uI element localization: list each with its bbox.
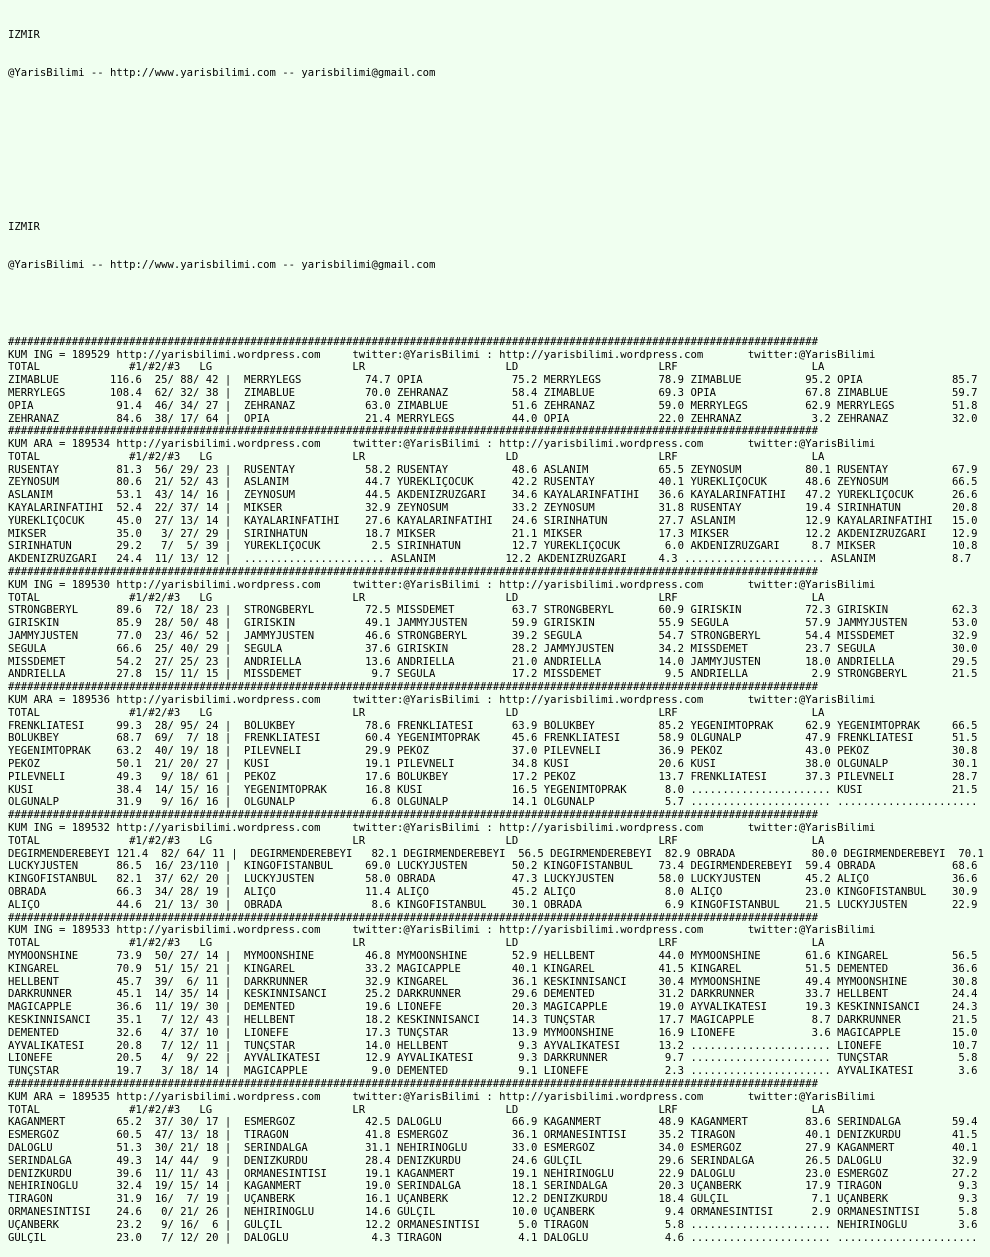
horse-row: STRONGBERYL 89.6 72/ 18/ 23 | STRONGBERYL 72.5 MISSDEMET 63.7 STRONGBERYL 60.9 GIRISKIN 72.3 GIRISKIN 62.3 <box>8 604 978 617</box>
horse-row: YEGENIMTOPRAK 63.2 40/ 19/ 18 | PILEVNELI 29.9 PEKÖZ 37.0 PILEVNELI 36.9 PEKÖZ 43.0 PEKÖZ 30.8 <box>8 745 978 758</box>
separator-line: ############################################################################################################################### <box>8 335 819 348</box>
race-block <box>8 579 990 681</box>
horse-row: ZEYNOSUM 80.6 21/ 52/ 43 | ASLANIM 44.7 YÜREKLIÇOCUK 42.2 RUSENTAY 40.1 YÜREKLIÇOCUK 48.6 ZEYNOSUM 66.5 <box>8 476 978 489</box>
horse-row: KÜSI 38.4 14/ 15/ 16 | YEGENIMTOPRAK 16.8 KÜSI 16.5 YEGENIMTOPRAK 8.0 ...................... KÜSI 21.5 <box>8 783 978 796</box>
horse-row: AKDENIZRÜZGARI 24.4 11/ 13/ 12 | ...................... ASLANIM 12.2 AKDENIZRÜZGARI 4.3 ...................... ASLANIM 8.7 <box>8 553 972 566</box>
city-title: IZMIR <box>8 220 40 233</box>
horse-row: DEGIRMENDEREBEYI 121.4 82/ 64/ 11 | DEGIRMENDEREBEYI 82.1 DEGIRMENDEREBEYI 56.5 DEGIRMENDEREBEYI 82.9 OBRADA 80.0 DEGIRMENDEREBEYI 70.1 <box>8 847 984 860</box>
horse-row: SIRINHATUN 29.2 7/ 5/ 39 | YÜREKLIÇOCUK 2.5 SIRINHATUN 12.7 YÜREKLIÇOCUK 6.0 AKDENIZRÜZGARI 8.7 MIKSER 10.8 <box>8 540 978 553</box>
horse-row: KAGANMERT 65.2 37/ 30/ 17 | ESMERGÖZ 42.5 DALOGLU 66.9 KAGANMERT 48.9 KAGANMERT 83.6 SERINDALGA 59.4 <box>8 1116 978 1129</box>
horse-row: SERINDALGA 49.3 14/ 44/ 9 | DENIZKURDU 28.4 DENIZKURDU 24.6 GÜLÇIL 29.6 SERINDALGA 26.5 DALOGLU 32.9 <box>8 1154 978 1167</box>
contact-line: @YarisBilimi -- http://www.yarisbilimi.com -- yarisbilimi@gmail.com <box>8 66 436 79</box>
race-block <box>8 924 990 1078</box>
race-header-line: KUM ARA = 189534 http://yarisbilimi.wordpress.com twitter:@YarisBilimi : http://yarisbilimi.wordpress.com twitter:@YarisBilimi <box>8 438 876 451</box>
horse-row: BÖLÜKBEY 68.7 69/ 7/ 18 | FRENKLIATESI 60.4 YEGENIMTOPRAK 45.6 FRENKLIATESI 58.9 OLGUNALP 47.9 FRENKLIATESI 51.5 <box>8 732 978 745</box>
horse-row: PEKÖZ 50.1 21/ 20/ 27 | KÜSI 19.1 PILEVNELI 34.8 KÜSI 20.6 KÜSI 38.0 OLGUNALP 30.1 <box>8 758 978 771</box>
race-header-line: KUM ARA = 189535 http://yarisbilimi.wordpress.com twitter:@YarisBilimi : http://yarisbilimi.wordpress.com twitter:@YarisBilimi <box>8 1090 876 1103</box>
race-header-line: KUM ARA = 189536 http://yarisbilimi.wordpress.com twitter:@YarisBilimi : http://yarisbilimi.wordpress.com twitter:@YarisBilimi <box>8 694 876 707</box>
horse-row: TUNÇSTAR 19.7 3/ 18/ 14 | MAGICAPPLE 9.0 DEMENTED 9.1 LIONEFE 2.3 ...................... AYVALIKATESI 3.6 <box>8 1065 978 1078</box>
column-header-line: TOTAL #1/#2/#3 LG LR LD LRF LA <box>8 1103 825 1116</box>
race-block <box>8 822 990 912</box>
horse-row: MIKSER 35.0 3/ 27/ 29 | SIRINHATUN 18.7 MIKSER 21.1 MIKSER 17.3 MIKSER 12.2 AKDENIZRÜZGARI 12.9 <box>8 527 978 540</box>
race-block <box>8 349 990 426</box>
horse-row: GÜLÇIL 23.0 7/ 12/ 20 | DALOGLU 4.3 TIRAGON 4.1 DALOGLU 4.6 ...................... ...................... <box>8 1231 978 1244</box>
horse-row: KINGAREL 70.9 51/ 15/ 21 | KINGAREL 33.2 MAGICAPPLE 40.1 KINGAREL 41.5 KINGAREL 51.5 DEMENTED 36.6 <box>8 962 978 975</box>
horse-row: KAYALARINFATIHI 52.4 22/ 37/ 14 | MIKSER 32.9 ZEYNOSUM 33.2 ZEYNOSUM 31.8 RUSENTAY 19.4 SIRINHATUN 20.8 <box>8 502 978 515</box>
race-block <box>8 1091 990 1245</box>
horse-row: SEGULA 66.6 25/ 40/ 29 | SEGULA 37.6 GIRISKIN 28.2 JAMMYJUSTEN 34.2 MISSDEMET 23.7 SEGULA 30.0 <box>8 642 978 655</box>
horse-row: AYVALIKATESI 20.8 7/ 12/ 11 | TUNÇSTAR 14.0 HELLBENT 9.3 AYVALIKATESI 13.2 ...................... LIONEFE 10.7 <box>8 1039 978 1052</box>
horse-row: FRENKLIATESI 99.3 28/ 95/ 24 | BÖLÜKBEY 78.6 FRENKLIATESI 63.9 BÖLÜKBEY 85.2 YEGENIMTOPRAK 62.9 YEGENIMTOPRAK 66.5 <box>8 719 978 732</box>
horse-row: DALOGLU 51.3 30/ 21/ 18 | SERINDALGA 31.1 NEHIRINOGLU 33.0 ESMERGÖZ 34.0 ESMERGÖZ 27.9 KAGANMERT 40.1 <box>8 1141 978 1154</box>
horse-row: GIRISKIN 85.9 28/ 50/ 48 | GIRISKIN 49.1 JAMMYJUSTEN 59.9 GIRISKIN 55.9 SEGULA 57.9 JAMMYJUSTEN 53.0 <box>8 617 978 630</box>
horse-row: LUCKYJUSTEN 86.5 16/ 23/110 | KINGOFISTANBUL 69.0 LUCKYJUSTEN 50.2 KINGOFISTANBUL 73.4 DEGIRMENDEREBEYI 59.4 OBRADA 68.6 <box>8 860 978 873</box>
horse-row: ZEHRANAZ 84.6 38/ 17/ 64 | OPIA 21.4 MERRYLEGS 44.0 OPIA 22.0 ZEHRANAZ 3.2 ZEHRANAZ 32.0 <box>8 412 978 425</box>
race-block <box>8 438 990 566</box>
horse-row: LIONEFE 20.5 4/ 9/ 22 | AYVALIKATESI 12.9 AYVALIKATESI 9.3 DARKRUNNER 9.7 ...................... TUNÇSTAR 5.8 <box>8 1052 978 1065</box>
column-header-line: TOTAL #1/#2/#3 LG LR LD LRF LA <box>8 834 825 847</box>
horse-row: ZIMABLUE 116.6 25/ 88/ 42 | MERRYLEGS 74.7 OPIA 75.2 MERRYLEGS 78.9 ZIMABLUE 95.2 OPIA 85.7 <box>8 374 978 387</box>
separator-line: ############################################################################################################################### <box>8 566 819 579</box>
horse-row: MYMOONSHINE 73.9 50/ 27/ 14 | MYMOONSHINE 46.8 MYMOONSHINE 52.9 HELLBENT 44.0 MYMOONSHINE 61.6 KINGAREL 56.5 <box>8 949 978 962</box>
race-header-line: KUM ING = 189530 http://yarisbilimi.wordpress.com twitter:@YarisBilimi : http://yarisbilimi.wordpress.com twitter:@YarisBilimi <box>8 578 876 591</box>
separator-line: ############################################################################################################################### <box>8 425 819 438</box>
column-header-line: TOTAL #1/#2/#3 LG LR LD LRF LA <box>8 937 825 950</box>
separator-line: ############################################################################################################################### <box>8 681 819 694</box>
horse-row: ALIÇO 44.6 21/ 13/ 30 | OBRADA 8.6 KINGOFISTANBUL 30.1 OBRADA 6.9 KINGOFISTANBUL 21.5 LUCKYJUSTEN 22.9 <box>8 898 978 911</box>
horse-row: HELLBENT 45.7 39/ 6/ 11 | DARKRUNNER 32.9 KINGAREL 36.1 KESKINNISANCI 30.4 MYMOONSHINE 49.4 MYMOONSHINE 30.8 <box>8 975 978 988</box>
horse-row: JAMMYJUSTEN 77.0 23/ 46/ 52 | JAMMYJUSTEN 46.6 STRONGBERYL 39.2 SEGULA 54.7 STRONGBERYL 54.4 MISSDEMET 32.9 <box>8 630 978 643</box>
horse-row: ANDRIELLA 27.8 15/ 11/ 15 | MISSDEMET 9.7 SEGULA 17.2 MISSDEMET 9.5 ANDRIELLA 2.9 STRONGBERYL 21.5 <box>8 668 978 681</box>
horse-row: KESKINNISANCI 35.1 7/ 12/ 43 | HELLBENT 18.2 KESKINNISANCI 14.3 TUNÇSTAR 17.7 MAGICAPPLE 8.7 DARKRUNNER 21.5 <box>8 1013 978 1026</box>
horse-row: MAGICAPPLE 36.6 11/ 19/ 30 | DEMENTED 19.6 LIONEFE 20.3 MAGICAPPLE 19.0 AYVALIKATESI 19.3 KESKINNISANCI 24.3 <box>8 1001 978 1014</box>
horse-row: UÇANBERK 23.2 9/ 16/ 6 | GÜLÇIL 12.2 ORMANESINTISI 5.0 TIRAGON 5.8 ...................... NEHIRINOGLU 3.6 <box>8 1218 978 1231</box>
race-header-line: KUM ING = 189533 http://yarisbilimi.wordpress.com twitter:@YarisBilimi : http://yarisbilimi.wordpress.com twitter:@YarisBilimi <box>8 924 876 937</box>
horse-row: DARKRUNNER 45.1 14/ 35/ 14 | KESKINNISANCI 25.2 DARKRUNNER 29.6 DEMENTED 31.2 DARKRUNNER 33.7 HELLBENT 24.4 <box>8 988 978 1001</box>
race-header-line: KUM ING = 189532 http://yarisbilimi.wordpress.com twitter:@YarisBilimi : http://yarisbilimi.wordpress.com twitter:@YarisBilimi <box>8 822 876 834</box>
horse-row: DENIZKURDU 39.6 11/ 11/ 43 | ORMANESINTISI 19.1 KAGANMERT 19.1 NEHIRINOGLU 22.9 DALOGLU 23.0 ESMERGÖZ 27.2 <box>8 1167 978 1180</box>
horse-row: YÜREKLIÇOCUK 45.0 27/ 13/ 14 | KAYALARINFATIHI 27.6 KAYALARINFATIHI 24.6 SIRINHATUN 27.7 ASLANIM 12.9 KAYALARINFATIHI 15.0 <box>8 514 978 527</box>
horse-row: DEMENTED 32.6 4/ 37/ 10 | LIONEFE 17.3 TUNÇSTAR 13.9 MYMOONSHINE 16.9 LIONEFE 3.6 MAGICAPPLE 15.0 <box>8 1026 978 1039</box>
horse-row: ESMERGÖZ 60.5 47/ 13/ 18 | TIRAGON 41.8 ESMERGÖZ 36.1 ORMANESINTISI 35.2 TIRAGON 40.1 DENIZKURDU 41.5 <box>8 1129 978 1142</box>
contact-line: @YarisBilimi -- http://www.yarisbilimi.com -- yarisbilimi@gmail.com <box>8 258 436 271</box>
horse-row: OBRADA 66.3 34/ 28/ 19 | ALIÇO 11.4 ALIÇO 45.2 ALIÇO 8.0 ALIÇO 23.0 KINGOFISTANBUL 30.9 <box>8 885 978 898</box>
horse-row: NEHIRINOGLU 32.4 19/ 15/ 14 | KAGANMERT 19.0 SERINDALGA 18.1 SERINDALGA 20.3 UÇANBERK 17.9 TIRAGON 9.3 <box>8 1180 978 1193</box>
city-title: IZMIR <box>8 28 40 41</box>
horse-row: ORMANESINTISI 24.6 0/ 21/ 26 | NEHIRINOGLU 14.6 GÜLÇIL 10.0 UÇANBERK 9.4 ORMANESINTISI 2.9 ORMANESINTISI 5.8 <box>8 1205 978 1218</box>
column-header-line: TOTAL #1/#2/#3 LG LR LD LRF LA <box>8 706 825 719</box>
column-header-line: TOTAL #1/#2/#3 LG LR LD LRF LA <box>8 591 825 604</box>
race-blocks <box>8 336 990 1245</box>
horse-row: MISSDEMET 54.2 27/ 25/ 23 | ANDRIELLA 13.6 ANDRIELLA 21.0 ANDRIELLA 14.0 JAMMYJUSTEN 18.0 ANDRIELLA 29.5 <box>8 655 978 668</box>
horse-row: OPIA 91.4 46/ 34/ 27 | ZEHRANAZ 63.0 ZIMABLUE 51.6 ZEHRANAZ 59.0 MERRYLEGS 62.9 MERRYLEGS 51.8 <box>8 399 978 412</box>
horse-row: KINGOFISTANBUL 82.1 37/ 62/ 20 | LUCKYJUSTEN 58.0 OBRADA 47.3 LUCKYJUSTEN 58.0 LUCKYJUSTEN 45.2 ALIÇO 36.6 <box>8 873 978 886</box>
column-header-line: TOTAL #1/#2/#3 LG LR LD LRF LA <box>8 450 825 463</box>
horse-row: RUSENTAY 81.3 56/ 29/ 23 | RUSENTAY 58.2 RUSENTAY 48.6 ASLANIM 65.5 ZEYNOSUM 80.1 RUSENTAY 67.9 <box>8 463 978 476</box>
horse-row: PILEVNELI 49.3 9/ 18/ 61 | PEKÖZ 17.6 BÖLÜKBEY 17.2 PEKÖZ 13.7 FRENKLIATESI 37.3 PILEVNELI 28.7 <box>8 770 978 783</box>
horse-row: OLGUNALP 31.9 9/ 16/ 16 | OLGUNALP 6.8 OLGUNALP 14.1 OLGUNALP 5.7 ...................... ...................... <box>8 796 978 809</box>
race-header-line: KUM ING = 189529 http://yarisbilimi.wordpress.com twitter:@YarisBilimi : http://yarisbilimi.wordpress.com twitter:@YarisBilimi <box>8 348 876 361</box>
separator-line: ############################################################################################################################### <box>8 911 819 924</box>
horse-row: TIRAGON 31.9 16/ 7/ 19 | UÇANBERK 16.1 UÇANBERK 12.2 DENIZKURDU 18.4 GÜLÇIL 7.1 UÇANBERK 9.3 <box>8 1193 978 1206</box>
separator-line: ############################################################################################################################### <box>8 809 819 822</box>
separator-line: ############################################################################################################################### <box>8 1077 819 1090</box>
race-block <box>8 694 990 809</box>
horse-row: ASLANIM 53.1 43/ 14/ 16 | ZEYNOSUM 44.5 AKDENIZRÜZGARI 34.6 KAYALARINFATIHI 36.6 KAYALARINFATIHI 47.2 YÜREKLIÇOCUK 26.6 <box>8 489 978 502</box>
horse-row: MERRYLEGS 108.4 62/ 32/ 38 | ZIMABLUE 70.0 ZEHRANAZ 58.4 ZIMABLUE 69.3 OPIA 67.8 ZIMABLUE 59.7 <box>8 386 978 399</box>
column-header-line: TOTAL #1/#2/#3 LG LR LD LRF LA <box>8 361 825 374</box>
